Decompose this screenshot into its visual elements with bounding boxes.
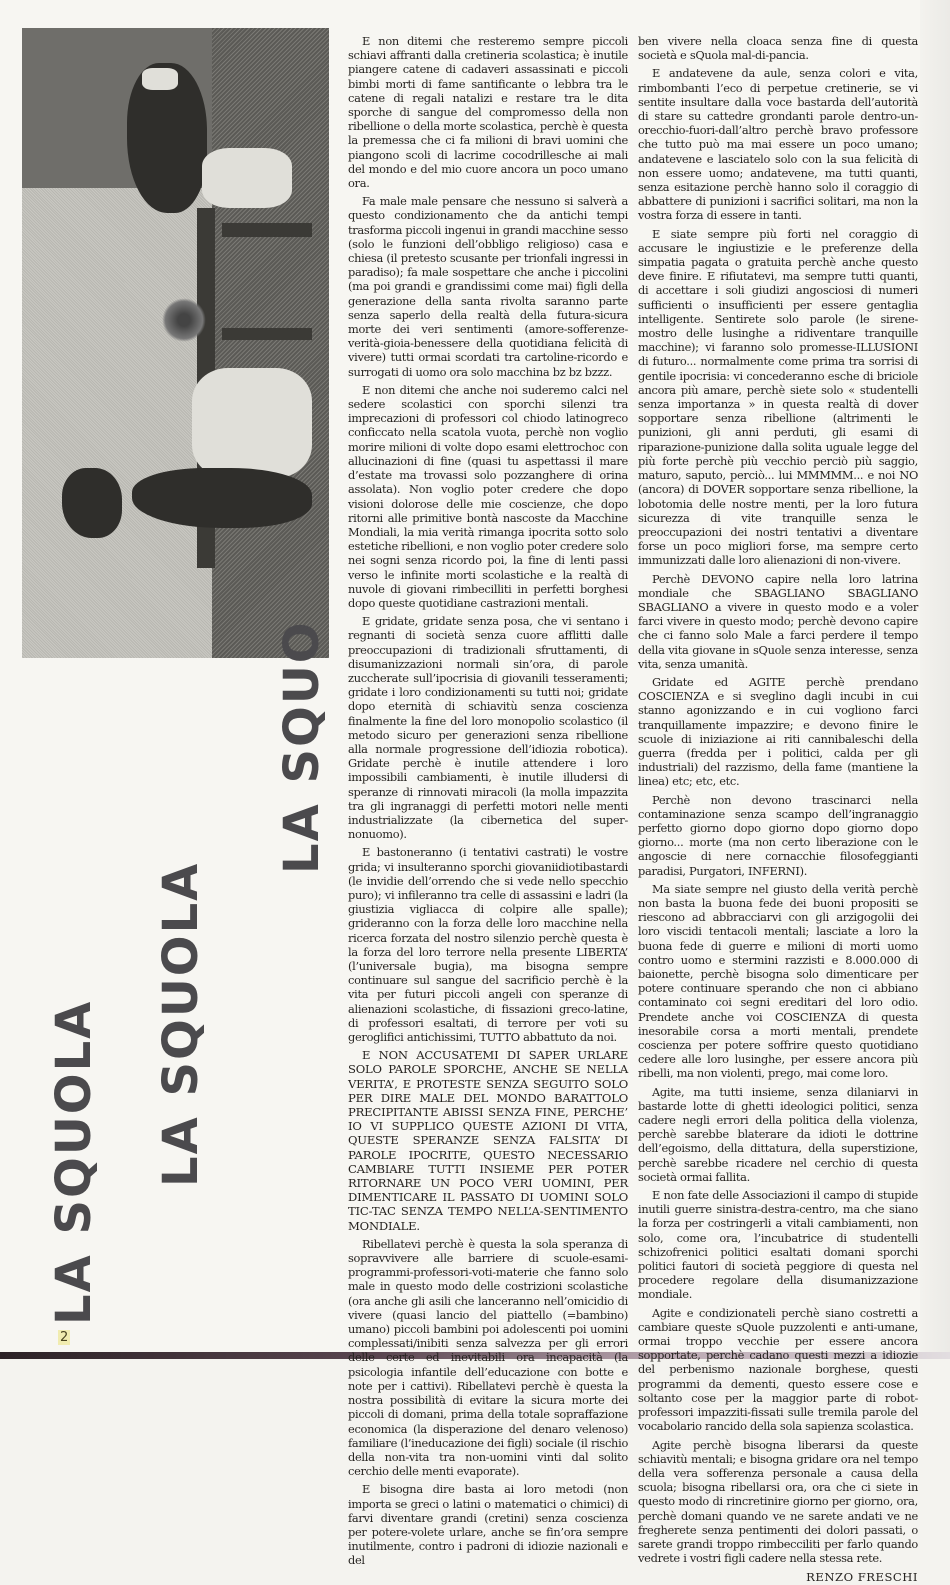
paragraph: Agite perchè bisogna liberarsi da queste schiavitù mentali; e bisogna gridare ora nel tempo della vera sofferenza personale a causa della scuola; bisogna ribellarsi ora, ora che ci siete in questo modo di rincretinire giorno per giorno, ora, perchè domani quando ve ne sarete andati ve ne fregherete senza pentimenti dei dolori passati, o sarete grandi troppo rimbecciliti per farlo quando vedrete i vostri figli cadere nella stessa rete. [638, 1437, 918, 1566]
paragraph: Agite e condizionateli perchè siano costretti a cambiare queste sQuole puzzolenti e anti-umane, ormai troppo vecchie per essere ancora sopportate, perchè cadano questi mezzi a idiozie del perbenismo nazionale borghese, questi programmi da dementi, questo essere cose e soltanto cose per la maggior parte di robot-professori impazziti-fissati sulle tremila parole del vocabolario rancido della sola sapienza scolastica. [638, 1305, 918, 1434]
paragraph: Ma siate sempre nel giusto della verità perchè non basta la buona fede dei buoni propositi se riescono ad abbracciarvi con gli arzigogolii dei loro viscidi tentacoli mentali; lasciate a loro la buona fede di guerre e milioni di morti uomo contro uomo e stermini razzisti e 8.000.000 di baionette, perchè bisogna solo dimenticare per potere continuare sperando che non ci abbiano contaminato coi segni ereditari del loro odio. Prendete anche voi COSCIENZA di questa inesorabile corsa a morti mentali, prendete coscienza per potere soffrire questo quotidiano cedere alle loro lusinghe, per essere ancora più ribelli, ma non violenti, prego, mai come loro. [638, 881, 918, 1081]
paragraph: E gridate, gridate senza posa, che vi sentano i regnanti di società senza cuore afflitti dalle preoccupazioni di tradizionali sfruttamenti, di disumanizzazioni normali sin’ora, di parole zuccherate sull’ipocrisia di giovanili tesseramenti; gridate i loro condizionamenti su tutti noi; gridate dopo eternità di schiavitù senza coscienza finalmente la fine del loro monopolio scolastico (il metodo sicuro per generazioni senza ribellione alla normale progressione dell’idiozia robotica). Gridate perchè è inutile attendere i loro impossibili cambiamenti, è inutile illudersi di speranze di rinnovati miracoli (la molla impazzita tra gli ingranaggi di perfetti motori nelle menti industrializzate (la cibernetica del super-nonuomo). [348, 614, 628, 842]
paragraph-uppercase: E NON ACCUSATEMI DI SAPER URLARE SOLO PAROLE SPORCHE, ANCHE SE NELLA VERITA’, E PROTESTE SENZA SEGUITO SOLO PER DIRE MALE DEL MONDO BARATTOLO PRECIPITANTE ABISSI SENZA FINE, PERCHE’ IO VI SUPPLICO QUESTE AZIONI DI VITA, QUESTE SPERANZE SENZA FALSITA’ DI PAROLE IPOCRITE, QUESTO NECESSARIO CAMBIARE TUTTI INSIEME PER POTER RITORNARE UN POCO VERI UOMINI, PER DIMENTICARE IL PASSATO DI UOMINI SOLO TIC-TAC SENZA TEMPO NELL’A-SENTIMENTO MONDIALE. [348, 1048, 628, 1233]
paragraph-continued: ben vivere nella cloaca senza fine di questa società e sQuola mal-di-pancia. [638, 34, 918, 63]
photo-desk [222, 223, 312, 237]
paragraph: Ribellatevi perchè è questa la sola speranza di sopravvivere alle barriere di scuole-esami-programmi-professori-voti-materie che fanno solo male in questo modo delle costrizioni scolastiche (ora anche gli asili che lanceranno nell’omicidio di vivere (quasi lancio del piattello (=bambino) umano) piccoli bambini poi adolescenti poi uomini complessati/inibiti senza salvezza per gli errori delle certe ed inevitabili ora incapacità (la psicologia infantile dell’educazione con botte e note per i cattivi). Ribellatevi perchè è questa la nostra possibilità di evitare la sicura morte dei piccoli di domani, prima della totale sopraffazione economica (la disperazione del denaro velenoso) familiare (l’ineducazione dei figli) sociale (il rischio della non-vita tra non-uomini vinti dal solito cerchio delle menti evaporate). [348, 1236, 628, 1479]
paragraph: Perchè non devono trascinarci nella contaminazione senza scampo dell’ingranaggio perfetto giorno dopo giorno dopo giorno dopo giorno... morte (ma non certo liberazione con le angoscie di nere cornacchie filosofeggianti paradisi, Purgatori, INFERNI). [638, 792, 918, 878]
photo-plant [162, 298, 206, 342]
headline-1: LA SQUOLA [46, 999, 102, 1325]
article-column-left [348, 34, 628, 1572]
photo-desk [222, 328, 312, 340]
paragraph: E bastoneranno (i tentativi castrati) le vostre grida; vi insulteranno sporchi giovaniidiotibastardi (le invidie dell’orrendo che si vede nello specchio puro); vi infileranno tra celle di assassini e ladri (la giustizia vigliacca di colpire alle spalle); grideranno con la forza delle loro macchine nella ricerca forzata del nostro silenzio perchè questa è la forza del loro terrore nella presente LIBERTA’ (l’universale bugia), ma bisogna sempre continuare sul sangue del sacrificio perchè è la vita per futuri piccoli angeli con speranze di alienazioni scolastiche, di fissazioni greco-latine, di professori esaltati, di terrore per voti su geroglifici antichissimi, TUTTO abbattuto da noi. [348, 845, 628, 1045]
paragraph: E non ditemi che resteremo sempre piccoli schiavi affranti dalla cretineria scolastica; è inutile piangere catene di cadaveri assassinati e piccoli bimbi morti di fame santificante o lebbra tra le catene di regali natalizi e restare tra le dita sporche di sangue del compromesso della non ribellione o della morte scolastica, perchè è questa la premessa che ci fa milioni di bravi uomini che piangono scoli di lacrime cocodrillesche ai mali del mondo e del mio cuore ancora un poco umano ora. [348, 34, 628, 191]
paragraph: Agite, ma tutti insieme, senza dilaniarvi in bastarde lotte di ghetti ideologici politici, senza cadere negli errori della politica della violenza, perchè sarebbe blaterare da idioti le dottrine dell’egoismo, della dittatura, della superstizione, perchè sarebbe ricadere nel cerchio di questa società ormai fallita. [638, 1084, 918, 1184]
paragraph: E andatevene da aule, senza colori e vita, rimbombanti l’eco di perpetue cretinerie, se vi sentite insultare dalla voce bastarda dell’autorità di stare su cattedre grondanti parole dentro-un-orecchio-fuori-dall’altro perchè bravo professore che tutto può ma mai essere un poco umano; andatevene e lasciatelo solo con la sua felicità di non essere uomo; andatevene, ma tutti quanti, senza esitazione perchè hanno solo il coraggio di abbattere di punizioni i sacrifici solitari, ma non la vostra forza di essere in tanti. [638, 66, 918, 223]
paragraph: E non ditemi che anche noi suderemo calci nel sedere scolastici con sporchi silenzi tra imprecazioni di professori col chiodo latinogreco conficcato nella scatola vuota, perchè non voglio morire milioni di volte dopo esami elettrochoc con allucinazioni di fine (quasi tu aspettassi il mare d’estate ma trovassi solo pozzanghere di orina assolata). Non voglio poter credere che dopo visioni dolorose delle mie coscienze, che dopo ritorni alle primitive bontà nascoste da Macchine Mondiali, la mia verità rimanga ipocrita sotto solo estetiche ribellioni, e non voglio poter credere solo nei sogni senza ricordo poi, la fine di lenti passi verso le infinite morti scolastiche e la realtà di nuvole di giovani rimbecilliti in perfetti borghesi dopo queste quotidiane castrazioni mentali. [348, 382, 628, 610]
paragraph: E siate sempre più forti nel coraggio di accusare le ingiustizie e le preferenze della simpatia pagata o gratuita perchè anche questo deve finire. E rifiutatevi, ma sempre tutti quanti, di accettare i soli giudizi angosciosi di numeri sufficienti o insufficienti per essere gentaglia intelligente. Sentirete solo parole (le sirene-mostro delle lusinghe a ridiventare tranquille macchine); vi faranno solo promesse-ILLUSIONI di futuro... normalmente come prima tra sorrisi di gentile ipocrisia: vi concederanno esche di briciole ancora più amare, perchè siete solo « studentelli senza importanza » in questa realtà di dover sopportare senza ribellione (altrimenti le punizioni, gli anni perduti, gli esami di riparazione-punizione dalla solita uguale legge del più forte perchè più vecchio perciò più saggio, maturo, saputo, perciò... lui MMMMM... e noi NO (ancora) di DOVER sopportare senza ribellione, la lobotomia delle nostre menti, per la loro futura sicurezza di vite tranquille senza le preoccupazioni dei nostri tentativi a diventare forse un poco migliori forse, ma sempre certo immunizzati dalle loro alienazioni di non-vivere. [638, 226, 918, 568]
photo-figure [132, 468, 312, 528]
paragraph: E non fate delle Associazioni il campo di stupide inutili guerre sinistra-destra-centro, ma che siano la forza per costringerli a vitali cambiamenti, non solo, come ora, l’incubatrice di studentelli schizofrenici politici esaltati domani sporchi politici fautori di società peggiore di questa nel procedere regolare della disumanizzazione mondiale. [638, 1188, 918, 1302]
classroom-photo [22, 28, 329, 658]
headline-3: LA SQUO [274, 620, 330, 874]
paragraph: Fa male male pensare che nessuno si salverà a questo condizionamento che da antichi tempi trasforma piccoli ingenui in grandi macchine sesso (solo le funzioni dell’obbligo religioso) casa e chiesa (il pretesto scusante per trionfali ingressi in paradiso); fa male sospettare che anche i piccolini (ma poi grandi e grandissimi come mai) figli della generazione della santa rivolta saranno parte senza saperlo della realtà della futura-sicura morte dei veri sentimenti (amore-sofferenze-verità-gioia-benessere della quotidiana felicità di vivere) tutti ormai scordati tra cartoline-ricordo e surrogati di uomo ora solo macchina bz bz bzzz. [348, 194, 628, 379]
paragraph: Gridate ed AGITE perchè prendano COSCIENZA e si sveglino dagli incubi in cui stanno agonizzando e in cui vogliono farci tranquillamente impazzire; e devono finire le scuole di iniziazione ai riti cannibaleschi della guerra (fredda per i politici, calda per gli industriali) del razzismo, della fame (mantiene la linea) etc; etc, etc. [638, 674, 918, 789]
photo-figure [62, 468, 122, 538]
headline-2: LA SQUOLA [153, 861, 209, 1187]
page-edge-shadow [920, 0, 950, 1359]
author-signature: RENZO FRESCHI [806, 1570, 918, 1585]
paragraph: Perchè DEVONO capire nella loro latrina mondiale che SBAGLIANO SBAGLIANO SBAGLIANO a vivere in questo modo e a voler farci vivere in questo modo; perchè devono capire che ci fanno solo Male a farci perdere il tempo della vita giovane in sQuole senza interesse, senza vita, senza umanità. [638, 571, 918, 671]
article-column-right [638, 34, 918, 1585]
photo-paper [142, 68, 178, 90]
paragraph: E bisogna dire basta ai loro metodi (non importa se greci o latini o matematici o chimici) di farvi diventare grandi (cretini) senza coscienza per potere-volete urlare, anche se fin’ora sempre inutilmente, contro i padroni di idiozie nazionali e del [348, 1482, 628, 1568]
photo-highlight [192, 368, 312, 478]
photo-highlight [202, 148, 292, 208]
page-number: 2 [60, 1330, 69, 1345]
photo-floor [212, 28, 329, 658]
